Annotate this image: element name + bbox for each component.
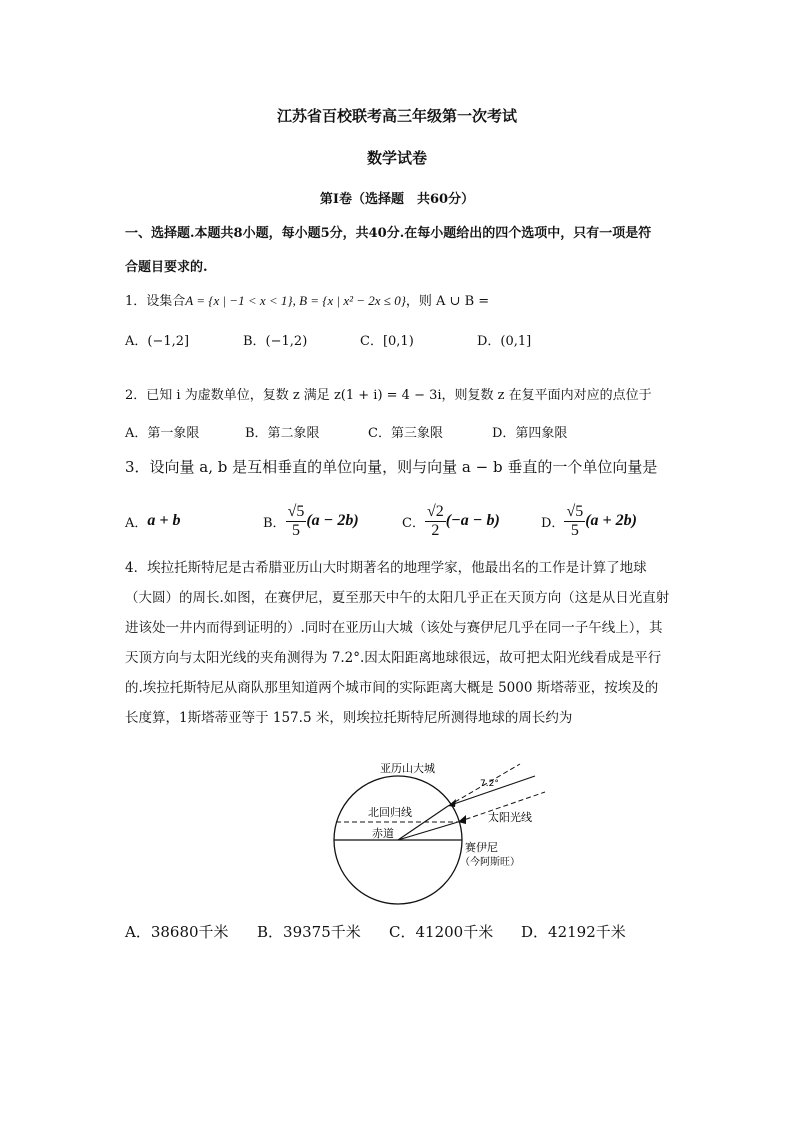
- q2-option-c: C．第三象限: [368, 426, 443, 441]
- label-angle: 7.2°: [480, 779, 499, 789]
- q4-option-d: D．42192千米: [521, 923, 626, 941]
- question-2-stem: 2．已知 i 为虚数单位，复数 z 满足 z(1 + i) = 4 − 3i，则复数 z 在复平面内对应的点位于: [125, 388, 652, 403]
- q1-option-c: C．[0,1): [360, 334, 414, 349]
- q3-option-b-fraction: [286, 503, 307, 539]
- q3-option-d-expr: (a + 2b): [585, 512, 637, 529]
- q3-option-c-den: 2: [431, 521, 440, 539]
- earth-sunlight-diagram: [320, 758, 580, 918]
- q1-sets: A = {x | −1 < x < 1}, B = {x | x² − 2x ≤ 0}: [185, 293, 406, 308]
- q2-option-a: A．第一象限: [125, 426, 200, 441]
- exam-title: 江苏省百校联考高三年级第一次考试: [276, 107, 517, 125]
- label-alexandria: 亚历山大城: [380, 762, 435, 775]
- q4-option-b: B．39375千米: [257, 923, 361, 941]
- q4-option-a: A．38680千米: [125, 923, 229, 941]
- q3-option-d: [541, 496, 637, 546]
- part1-instruction-line1: 一、选择题.本题共8小题，每小题5分，共40分.在每小题给出的四个选项中，只有一项是符: [125, 226, 652, 241]
- q2-option-d: D．第四象限: [492, 426, 568, 441]
- arrow-alexandria: [448, 799, 456, 807]
- q3-option-a-label: A．: [125, 515, 148, 531]
- q3-option-d-num: √5: [566, 502, 584, 520]
- q3-option-a: [125, 496, 181, 546]
- label-tropic: 北回归线: [368, 806, 412, 819]
- q3-option-c: [402, 496, 500, 546]
- q3-option-c-fraction: [425, 503, 446, 539]
- exam-subtitle: 数学试卷: [366, 149, 427, 167]
- q3-option-b-label: B．: [263, 515, 286, 531]
- q2-option-b: B．第二象限: [245, 426, 320, 441]
- question-1-stem: [125, 290, 489, 309]
- q1-option-b: B．(−1,2): [243, 334, 308, 349]
- q3-option-d-fraction: [564, 503, 585, 539]
- q3-option-b-expr: (a − 2b): [306, 512, 359, 529]
- q1-suffix: ，则 A ∪ B =: [405, 294, 490, 309]
- label-equator: 赤道: [372, 827, 394, 840]
- question-3-stem: 3．设向量 a, b 是互相垂直的单位向量，则与向量 a − b 垂直的一个单位向量是: [125, 458, 658, 476]
- q3-option-d-den: 5: [570, 521, 579, 539]
- q3-option-b-den: 5: [291, 521, 300, 539]
- question-4-stem: 4．埃拉托斯特尼是古希腊亚历山大时期著名的地理学家，他最出名的工作是计算了地球（大圆）的周长.如图，在赛伊尼，夏至那天中午的太阳几乎正在天顶方向（这是从日光直射进该处一井内而得到证明的）.同时在亚历山大城（该处与赛伊尼几乎在同一子午线上），其天顶方向与太阳光线的夹角测得为 7.2°.因太阳距离地球很远，故可把太阳光线看成是平行的.埃拉托斯特尼从商队那里知道两个城市间的实际距离大概是 5000 斯塔蒂亚，按埃及的长度算，1斯塔蒂亚等于 157.5 米，则埃拉托斯特尼所测得地球的周长约为: [125, 560, 670, 726]
- label-syene-modern: （今阿斯旺）: [460, 857, 520, 868]
- q3-option-c-label: C．: [402, 515, 425, 531]
- q3-option-c-expr: (−a − b): [445, 512, 500, 529]
- label-syene: 赛伊尼: [465, 841, 498, 854]
- q1-option-a: A．(−1,2]: [125, 334, 190, 349]
- q4-option-c: C．41200千米: [389, 923, 494, 941]
- q3-option-c-num: √2: [426, 502, 444, 520]
- q3-option-a-expr: a + b: [147, 512, 181, 529]
- q3-option-b-num: √5: [287, 502, 305, 520]
- label-sunlight: 太阳光线: [488, 811, 532, 824]
- section-heading: 第Ⅰ卷（选择题 共60分）: [319, 192, 475, 207]
- q3-option-b: [263, 496, 359, 546]
- q1-prefix: 1．设集合: [125, 294, 186, 309]
- q3-option-d-label: D．: [541, 515, 565, 531]
- radius-to-syene: [398, 822, 458, 840]
- part1-instruction-line2: 合题目要求的.: [125, 260, 208, 275]
- q1-option-d: D．(0,1]: [477, 334, 532, 349]
